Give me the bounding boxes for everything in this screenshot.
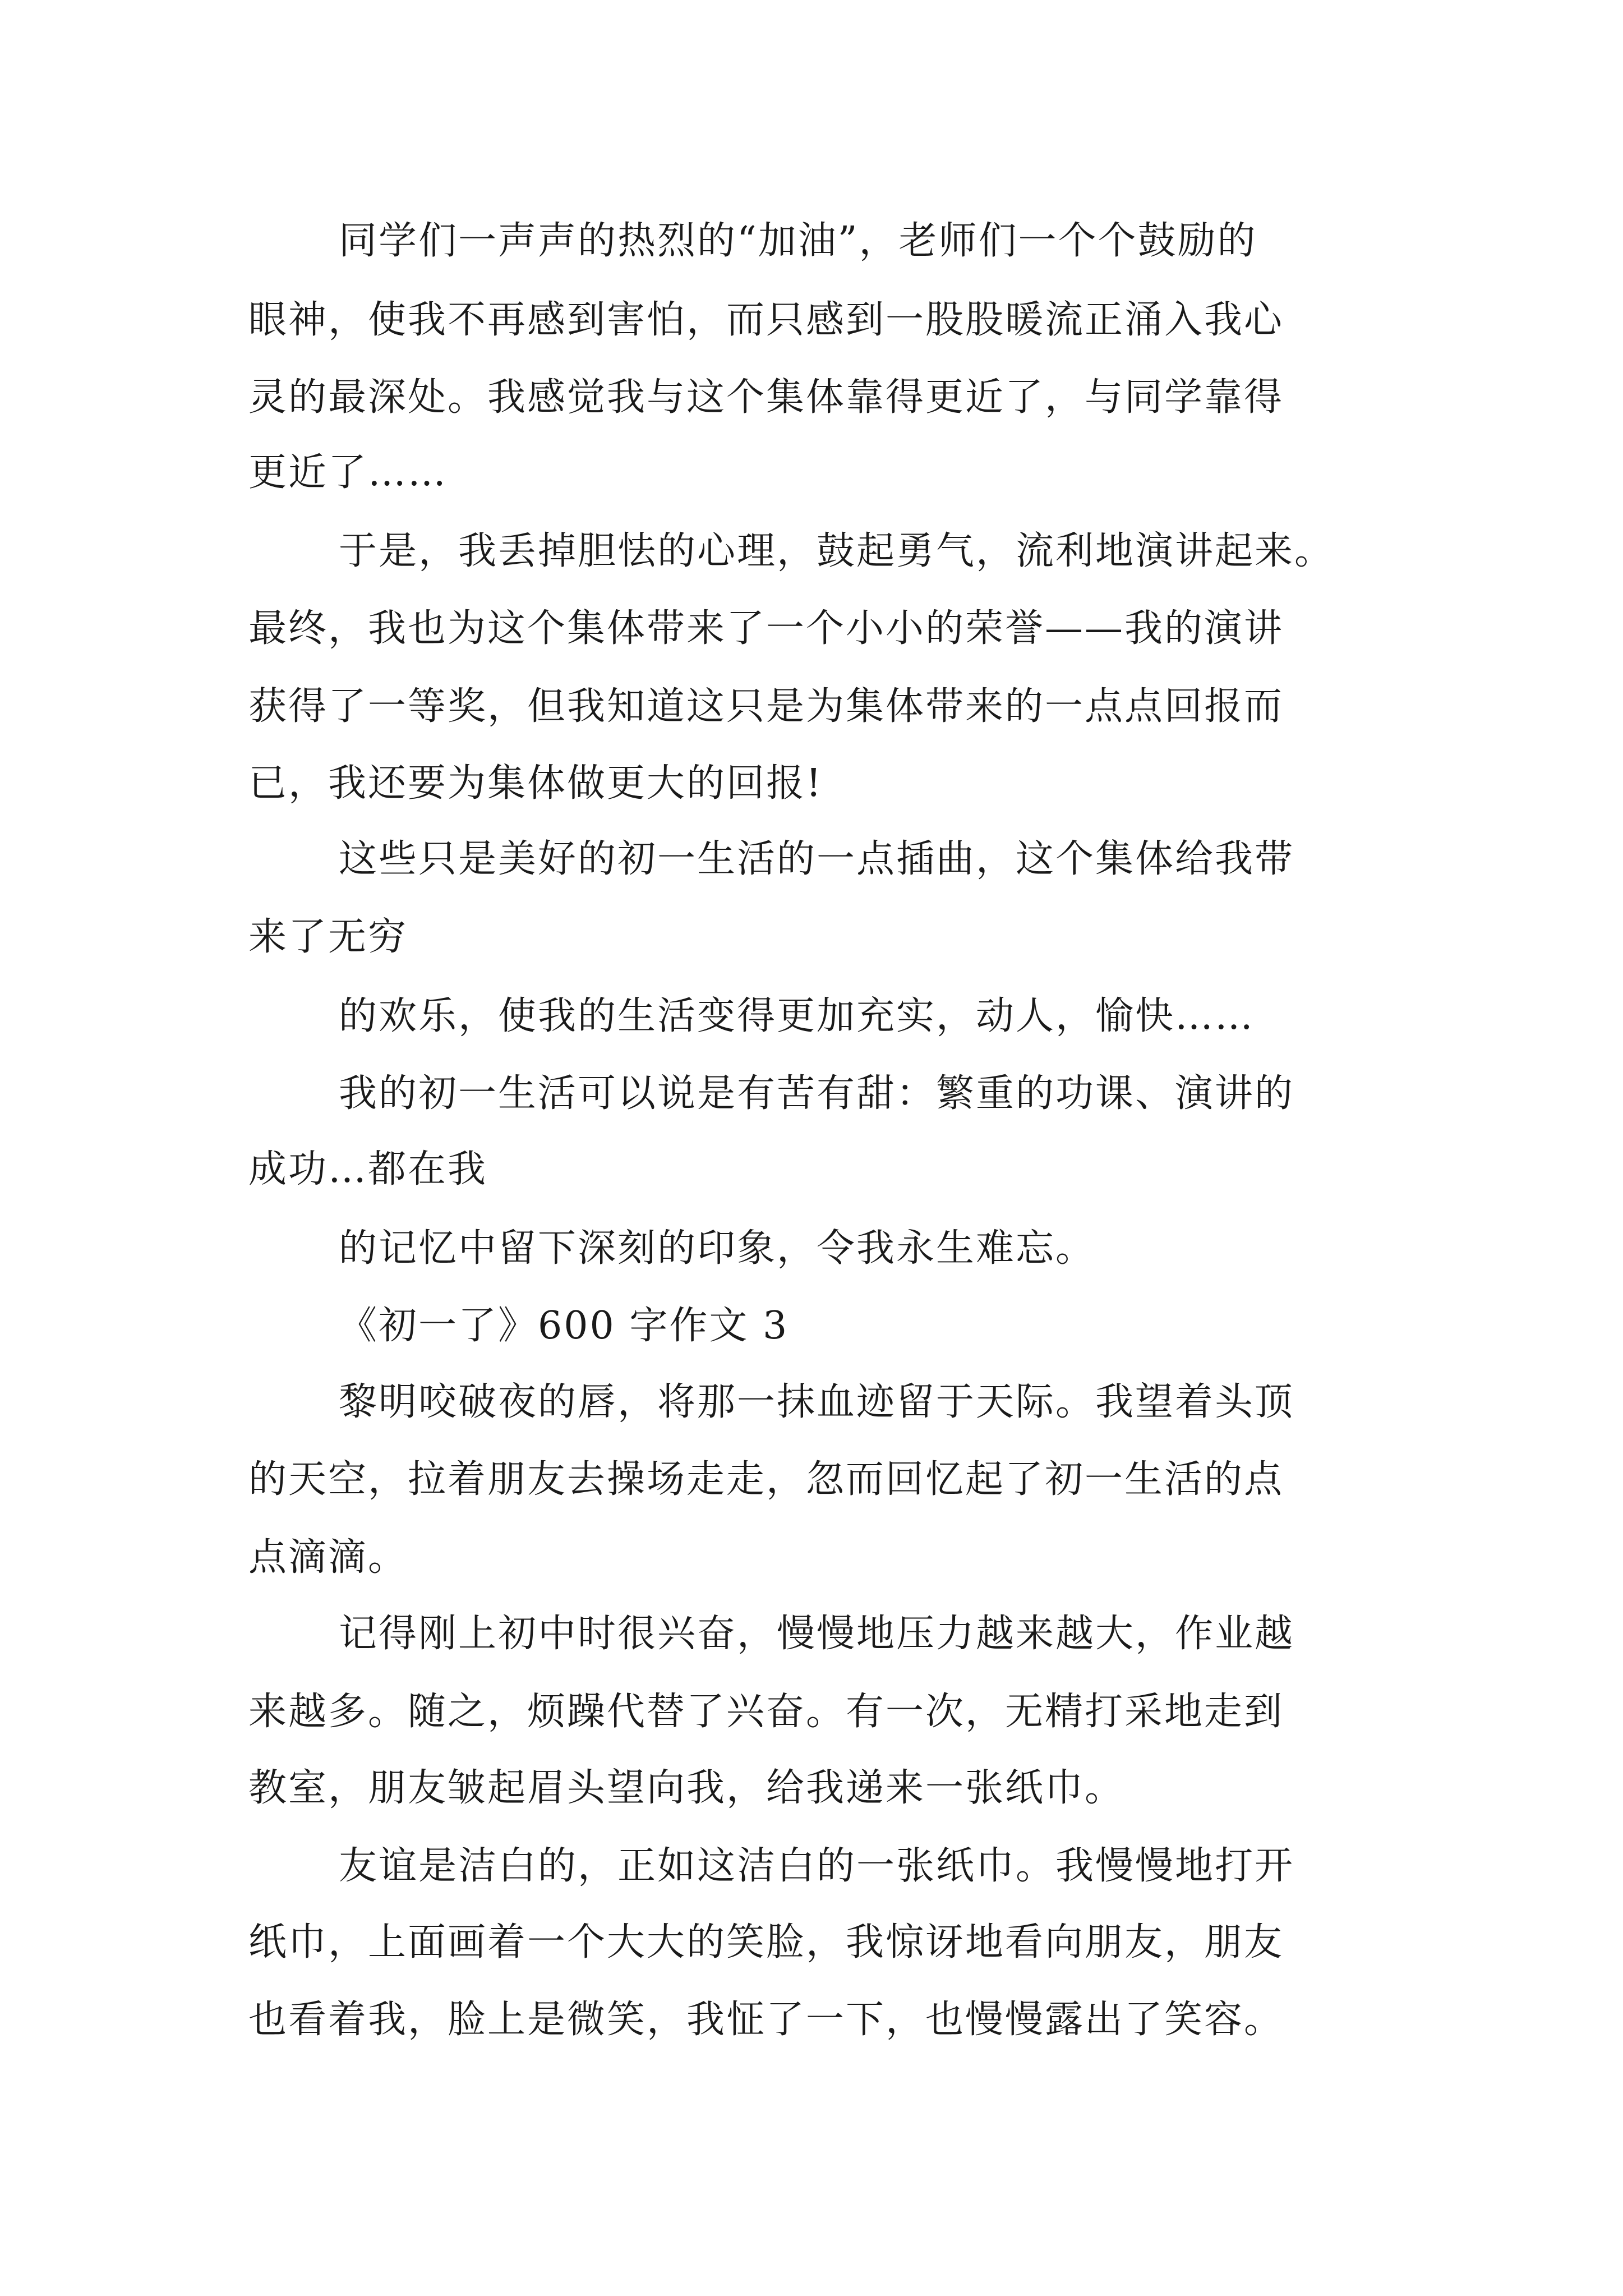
paragraph-line: 纸巾，上面画着一个大大的笑脸，我惊讶地看向朋友，朋友 [248, 1920, 1284, 1964]
paragraph-line: 更近了…… [248, 450, 448, 495]
paragraph-line: 获得了一等奖，但我知道这只是为集体带来的一点点回报而 [248, 684, 1284, 729]
paragraph-line: 的记忆中留下深刻的印象，令我永生难忘。 [339, 1226, 1096, 1271]
paragraph-line: 的欢乐，使我的生活变得更加充实，动人，愉快…… [339, 994, 1255, 1038]
paragraph-line: 友谊是洁白的，正如这洁白的一张纸巾。我慢慢地打开 [339, 1844, 1295, 1888]
paragraph-line: 同学们一声声的热烈的“加油”，老师们一个个鼓励的 [339, 219, 1257, 263]
paragraph-line: 点滴滴。 [248, 1535, 408, 1580]
paragraph-line: 也看着我，脸上是微笑，我怔了一下，也慢慢露出了笑容。 [248, 1998, 1284, 2042]
section-heading: 《初一了》600 字作文 3 [339, 1304, 789, 1348]
paragraph-line: 来越多。随之，烦躁代替了兴奋。有一次，无精打采地走到 [248, 1690, 1284, 1734]
paragraph-line: 我的初一生活可以说是有苦有甜：繁重的功课、演讲的 [339, 1071, 1295, 1116]
paragraph-line: 这些只是美好的初一生活的一点插曲，这个集体给我带 [339, 837, 1295, 881]
paragraph-line: 已，我还要为集体做更大的回报! [248, 761, 823, 806]
paragraph-line: 的天空，拉着朋友去操场走走，忽而回忆起了初一生活的点 [248, 1457, 1284, 1502]
paragraph-line: 于是，我丢掉胆怯的心理，鼓起勇气，流利地演讲起来。 [339, 529, 1335, 573]
paragraph-line: 眼神，使我不再感到害怕，而只感到一股股暖流正涌入我心 [248, 298, 1284, 342]
paragraph-line: 成功…都在我 [248, 1147, 488, 1191]
paragraph-line: 黎明咬破夜的唇，将那一抹血迹留于天际。我望着头顶 [339, 1380, 1295, 1424]
paragraph-line: 教室，朋友皱起眉头望向我，给我递来一张纸巾。 [248, 1766, 1125, 1810]
paragraph-line: 最终，我也为这个集体带来了一个小小的荣誉——我的演讲 [248, 606, 1284, 651]
paragraph-line: 记得刚上初中时很兴奋，慢慢地压力越来越大，作业越 [339, 1612, 1295, 1656]
paragraph-line: 来了无穷 [248, 915, 408, 959]
paragraph-line: 灵的最深处。我感觉我与这个集体靠得更近了，与同学靠得 [248, 375, 1284, 420]
